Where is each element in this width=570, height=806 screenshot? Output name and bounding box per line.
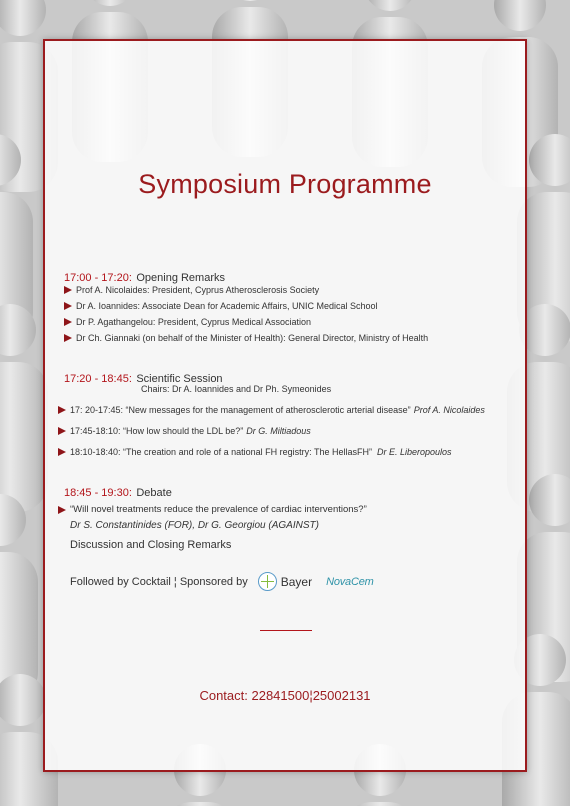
- divider: [260, 630, 312, 631]
- bayer-logo: [258, 572, 312, 591]
- page-title: Symposium Programme: [138, 169, 432, 199]
- list-item-text: Prof A. Nicolaides: President, Cyprus Atherosclerosis Society: [76, 285, 320, 295]
- bullet-arrow-icon: [58, 427, 66, 435]
- bullet-arrow-icon: [58, 406, 66, 414]
- list-item-text: Dr A. Ioannides: Associate Dean for Academic Affairs, UNIC Medical School: [76, 301, 378, 311]
- novacem-logo: NovaCem: [326, 575, 374, 588]
- list-item: [64, 317, 311, 327]
- list-item: [58, 504, 367, 515]
- sponsor-line: [70, 572, 374, 591]
- debate-question: “Will novel treatments reduce the prevalence of cardiac interventions?”: [70, 504, 367, 515]
- scientific-session-time: 17:20 - 18:45:: [64, 373, 132, 385]
- bullet-arrow-icon: [58, 448, 66, 456]
- bullet-arrow-icon: [64, 302, 72, 310]
- talk-speaker: Prof A. Nicolaides: [413, 405, 485, 415]
- bayer-logo-text: Bayer: [280, 574, 313, 589]
- list-item: [58, 405, 485, 415]
- opening-remarks-time: 17:00 - 17:20:: [64, 272, 132, 284]
- debate-speakers: Dr S. Constantinides (FOR), Dr G. Georgiou (AGAINST): [70, 520, 319, 531]
- opening-remarks-header: [64, 268, 225, 286]
- bullet-arrow-icon: [64, 334, 72, 342]
- list-item: [58, 426, 311, 436]
- list-item: [58, 447, 452, 457]
- list-item: [64, 285, 319, 295]
- list-item: [64, 301, 377, 311]
- contact-info: Contact: 22841500¦25002131: [199, 688, 371, 703]
- list-item-text: Dr P. Agathangelou: President, Cyprus Medical Association: [76, 317, 311, 327]
- session-chairs: Chairs: Dr A. Ioannides and Dr Ph. Symeonides: [141, 384, 332, 394]
- talk-title: 17: 20-17:45: “New messages for the management of atherosclerotic arterial disease”: [70, 405, 411, 415]
- programme-card: [43, 39, 527, 772]
- bullet-arrow-icon: [64, 318, 72, 326]
- bayer-cross-icon: [258, 572, 277, 591]
- list-item: [64, 333, 428, 343]
- talk-speaker: Dr G. Miltiadous: [246, 426, 311, 436]
- debate-header: [64, 483, 172, 501]
- scientific-session-label: Scientific Session: [136, 373, 223, 385]
- talk-speaker: Dr E. Liberopoulos: [376, 447, 452, 457]
- sponsor-text: Followed by Cocktail ¦ Sponsored by: [70, 575, 248, 588]
- closing-remarks: Discussion and Closing Remarks: [70, 539, 232, 551]
- bullet-arrow-icon: [58, 506, 66, 514]
- opening-remarks-label: Opening Remarks: [136, 272, 225, 284]
- talk-title: 18:10-18:40: “The creation and role of a national FH registry: The HellasFH”: [70, 447, 372, 457]
- bullet-arrow-icon: [64, 286, 72, 294]
- debate-time: 18:45 - 19:30:: [64, 487, 132, 499]
- debate-label: Debate: [136, 487, 172, 499]
- list-item-text: Dr Ch. Giannaki (on behalf of the Minister of Health): General Director, Ministry of Health: [76, 333, 429, 343]
- talk-title: 17:45-18:10: “How low should the LDL be?”: [70, 426, 244, 436]
